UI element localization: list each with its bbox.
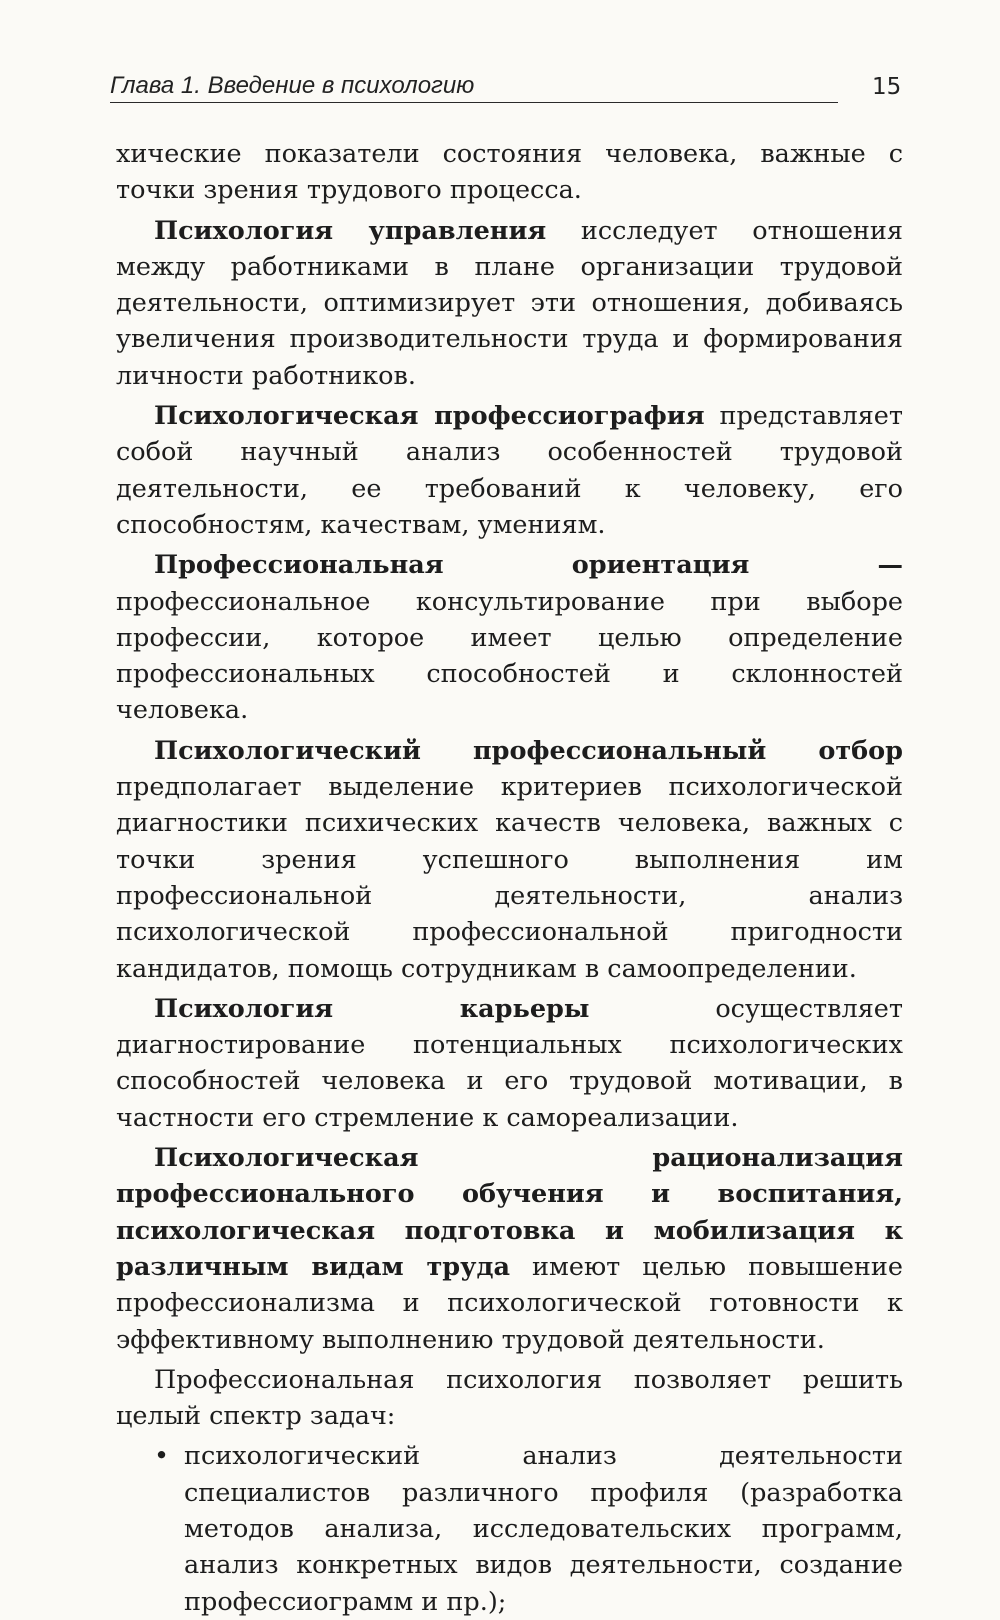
paragraph-text: осуществляет диагностирование потенциальных психологических способностей человека и его трудовой мотивации, в частности его стремление к самореализации. [116, 993, 903, 1133]
paragraph-text: исследует отношения между работниками в плане организации трудовой деятельности, оптимизирует эти отношения, добиваясь увеличения производительности труда и формирования личности работников. [116, 215, 903, 391]
paragraph-text: имеют целью повышение профессионализма и психологической готовности к эффективному выполнению трудовой деятельности. [116, 1251, 904, 1355]
paragraph-text: представляет собой научный анализ особенностей трудовой деятельности, ее требований к человеку, его способностям, качествам, умениям. [116, 401, 903, 540]
paragraph-professional-orientation [116, 547, 903, 728]
term: Психология карьеры [154, 993, 590, 1024]
body-text [116, 136, 903, 1620]
paragraph-tasks-intro [116, 1362, 903, 1435]
task-list [116, 1438, 903, 1619]
running-header [110, 70, 838, 103]
paragraph-career-psychology [116, 991, 903, 1136]
paragraph-professiography [116, 398, 903, 543]
term: Профессиональная ориентация — [154, 550, 903, 581]
page-number: 15 [872, 74, 902, 100]
term: Психологический профессиональный отбор [154, 735, 903, 766]
paragraph-text: хические показатели состояния человека, важные с точки зрения трудового процесса. [116, 139, 903, 206]
term: Психологическая профессиография [154, 401, 705, 432]
paragraph-text: Профессиональная психология позволяет решить целый спектр задач: [116, 1364, 903, 1432]
list-item-text: психологический анализ деятельности специалистов различного профиля (разработка методов анализа, исследовательских программ, анализ конкретных видов деятельности, создание профессиограмм и пр.); [184, 1441, 903, 1617]
term: Психологическая рационализация профессионального обучения и воспитания, психологическая подготовка и мобилизация к различным видам труда [116, 1143, 903, 1282]
paragraph-management-psychology [116, 213, 903, 394]
term: Психология управления [154, 215, 547, 246]
chapter-title: Глава 1. Введение в психологию [110, 72, 475, 99]
paragraph-rationalization [116, 1140, 903, 1358]
paragraph-text: предполагает выделение критериев психологической диагностики психических качеств человека, важных с точки зрения успешного выполнения им профессиональной деятельности, анализ психологической профессиональной пригодности кандидатов, помощь сотрудникам в самоопределении. [116, 772, 903, 984]
paragraph-continuation [116, 136, 903, 209]
paragraph-professional-selection [116, 733, 903, 987]
bullet-icon: • [154, 1441, 170, 1472]
list-item [116, 1438, 903, 1619]
paragraph-text: профессиональное консультирование при выборе профессии, которое имеет целью определение профессиональных способностей и склонностей человека. [116, 586, 903, 726]
